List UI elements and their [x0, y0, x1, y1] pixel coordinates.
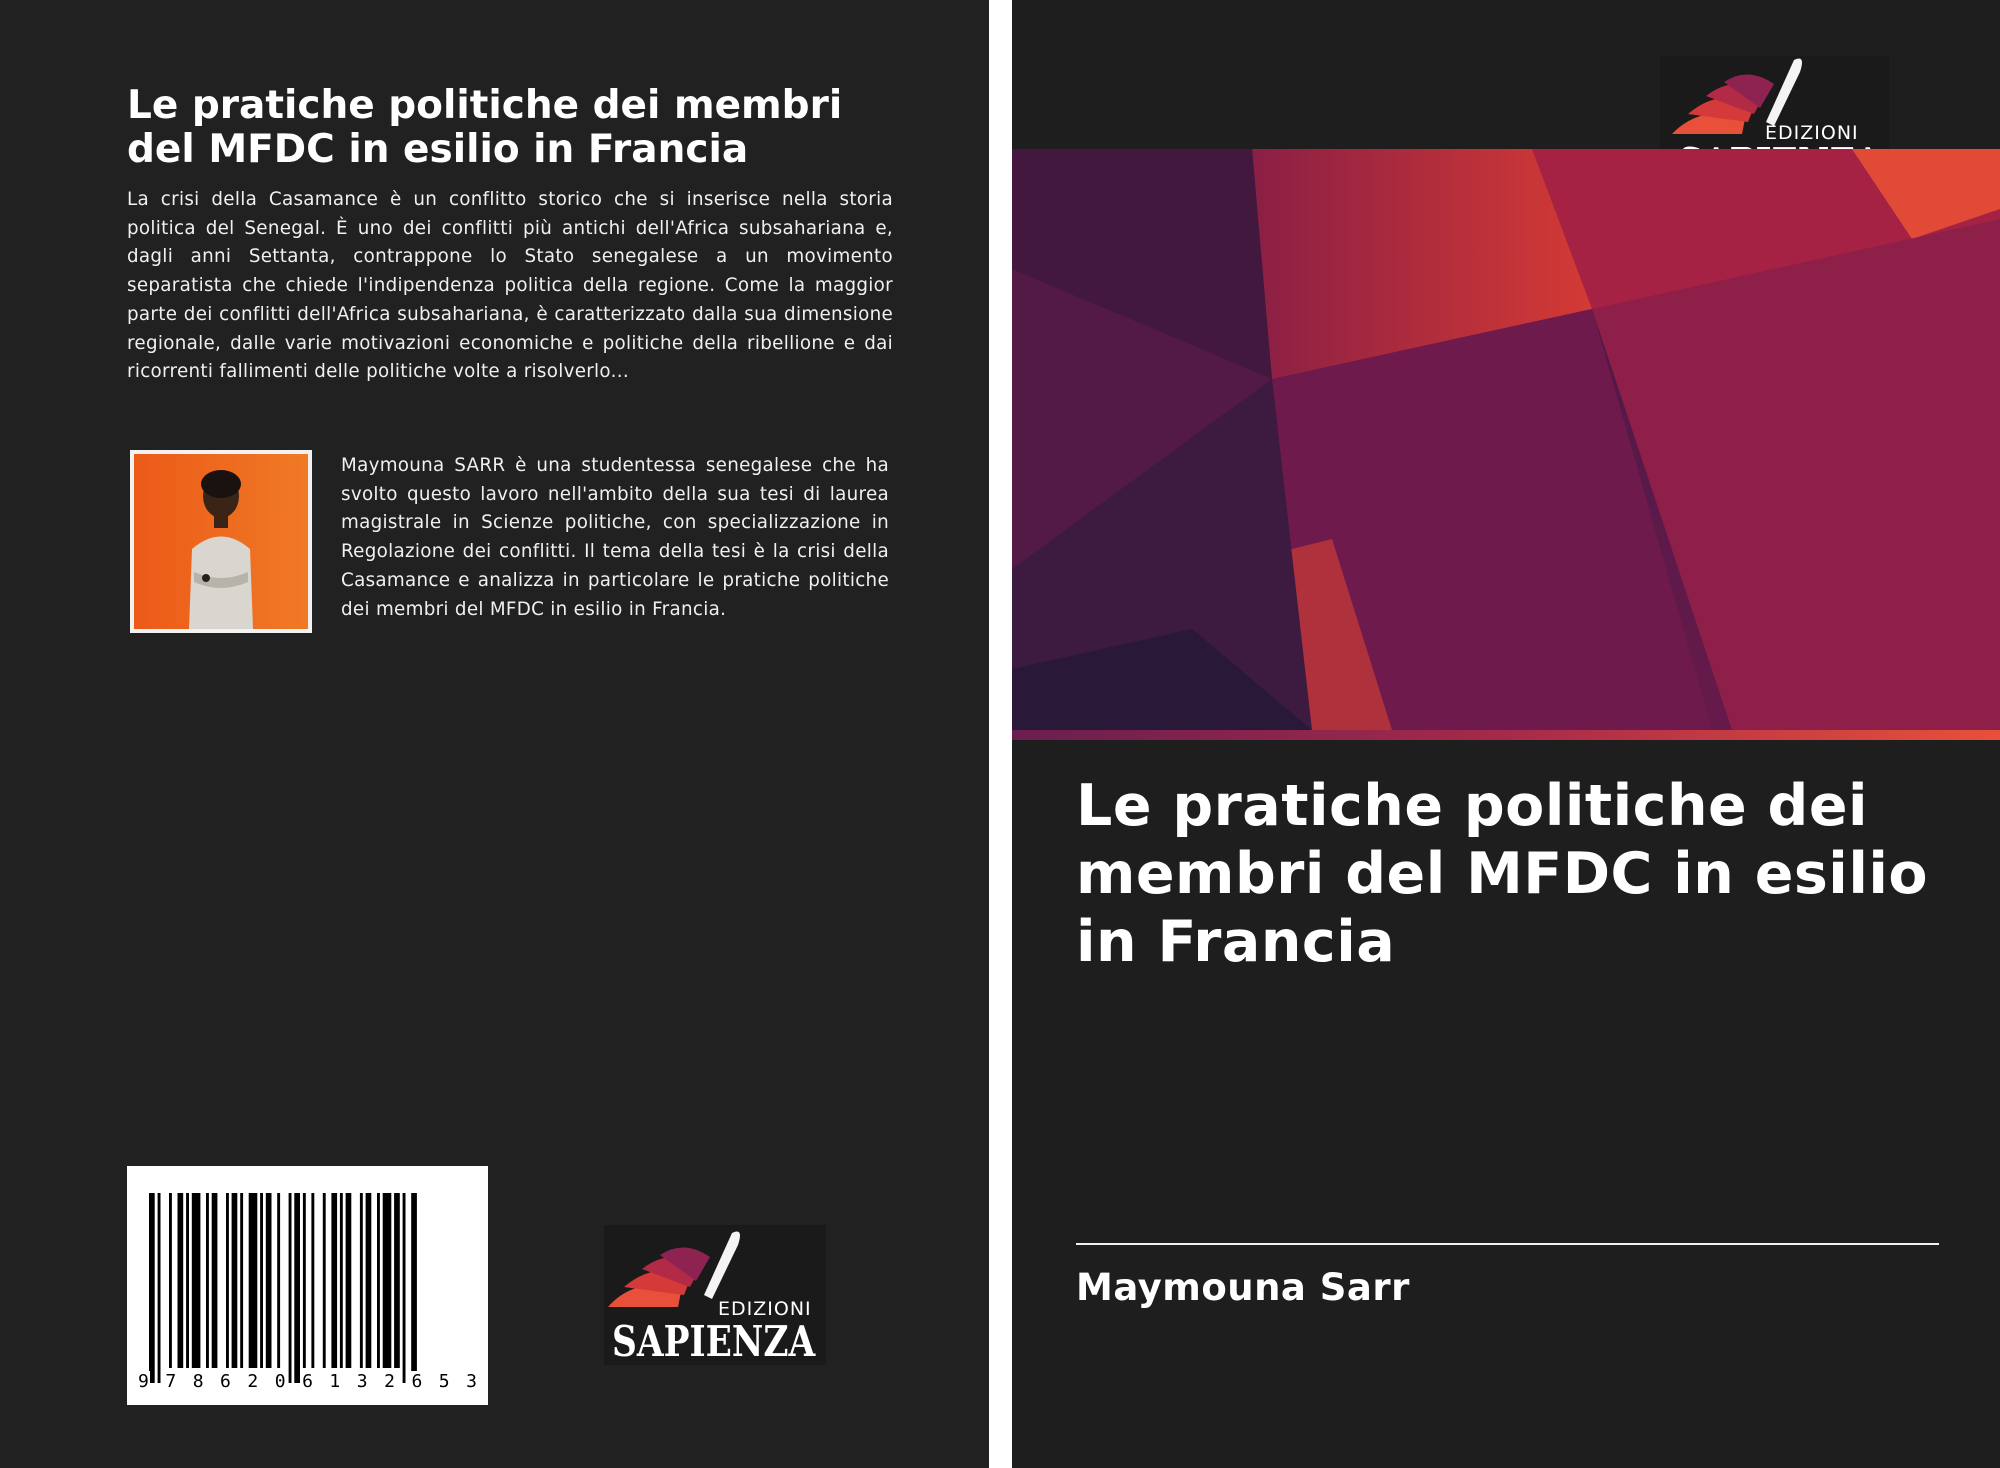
- barcode-bar: [206, 1193, 209, 1368]
- accent-stripe: [1012, 730, 2000, 740]
- barcode-bar: [377, 1193, 380, 1368]
- isbn-digit: 6: [411, 1371, 423, 1392]
- publisher-name: SAPIENZA: [612, 1317, 816, 1366]
- barcode-bar: [277, 1193, 280, 1368]
- barcode-bar: [383, 1193, 392, 1368]
- barcode-bar: [340, 1193, 343, 1368]
- barcode-bar: [249, 1193, 258, 1368]
- isbn-digit: 6: [302, 1371, 313, 1392]
- barcode-bar: [186, 1193, 189, 1368]
- divider-line: [1076, 1243, 1939, 1245]
- quill-pen-icon: [704, 1232, 740, 1300]
- barcode-bar: [169, 1193, 172, 1368]
- isbn-digit: 7: [165, 1371, 177, 1392]
- author-name: Maymouna Sarr: [1076, 1266, 1410, 1309]
- isbn-digit: 2: [384, 1371, 395, 1392]
- barcode-bar: [240, 1193, 243, 1368]
- barcode-bar: [294, 1193, 300, 1383]
- barcode-bar: [394, 1193, 400, 1368]
- barcode-bar: [323, 1193, 326, 1368]
- barcode-bar: [311, 1193, 314, 1368]
- barcode-bar: [149, 1193, 155, 1383]
- isbn-digit: 6: [220, 1371, 231, 1392]
- publisher-logo: [604, 1225, 826, 1365]
- isbn-digit: 9: [138, 1371, 149, 1392]
- isbn-digit: 5: [438, 1371, 450, 1392]
- barcode-bar: [158, 1193, 161, 1383]
- barcode-bar: [331, 1193, 337, 1368]
- quill-pen-icon: [1766, 59, 1802, 127]
- barcode-bar: [212, 1193, 218, 1368]
- isbn-barcode: [127, 1166, 488, 1405]
- back-cover: [0, 0, 989, 1468]
- back-cover-title: Le pratiche politiche dei membri del MFDC in esilio in Francia: [127, 83, 843, 172]
- barcode-bar: [360, 1193, 363, 1368]
- cover-artwork: [1012, 149, 2000, 730]
- author-photo: [130, 450, 312, 633]
- isbn-digit: 3: [356, 1371, 368, 1392]
- synopsis-text: La crisi della Casamance è un conflitto storico che si inserisce nella storia politica del Senegal. È uno dei conflitti più antichi dell'Africa subsahariana e, dagli anni Settanta, contrappone lo Stato senegalese a un movimento separatista che chiede l'indipendenza politica della regione. Come la maggior parte dei conflitti dell'Africa subsahariana, è caratterizzato dalla sua dimensione regionale, dalle varie motivazioni economiche e politiche della ribellione e dai ricorrenti fallimenti delle politiche volte a risolverlo...: [127, 189, 893, 383]
- isbn-digit: 8: [192, 1371, 204, 1392]
- publisher-edizioni: EDIZIONI: [1765, 122, 1859, 144]
- barcode-bar: [366, 1193, 372, 1368]
- isbn-digit: 2: [247, 1371, 259, 1392]
- isbn-digit: 0: [274, 1371, 286, 1392]
- barcode-bar: [266, 1193, 272, 1368]
- isbn-digit: 1: [329, 1371, 341, 1392]
- author-bio: Maymouna SARR è una studentessa senegalese che ha svolto questo lavoro nell'ambito della sua tesi di laurea magistrale in Scienze politiche, con specializzazione in Regolazione dei conflitti. Il tema della tesi è la crisi della Casamance e analizza in particolare le pratiche politiche dei membri del MFDC in esilio in Francia.: [341, 455, 889, 620]
- barcode-bar: [178, 1193, 184, 1368]
- front-cover-title: Le pratiche politiche dei membri del MFDC in esilio in Francia: [1076, 773, 1929, 975]
- isbn-number: [137, 1371, 478, 1392]
- barcode-bar: [289, 1193, 292, 1383]
- publisher-edizioni: EDIZIONI: [718, 1298, 812, 1320]
- barcode-bar: [303, 1193, 306, 1368]
- barcode-bar: [260, 1193, 263, 1368]
- fan-icon: [608, 1247, 710, 1307]
- barcode-bar: [346, 1193, 352, 1368]
- barcode-bar: [226, 1193, 229, 1368]
- fan-icon: [1672, 74, 1774, 134]
- barcode-bar: [232, 1193, 238, 1368]
- barcode-bar: [192, 1193, 201, 1368]
- isbn-digit: 3: [466, 1371, 477, 1392]
- barcode-bar: [403, 1193, 406, 1383]
- barcode-bar: [411, 1193, 417, 1383]
